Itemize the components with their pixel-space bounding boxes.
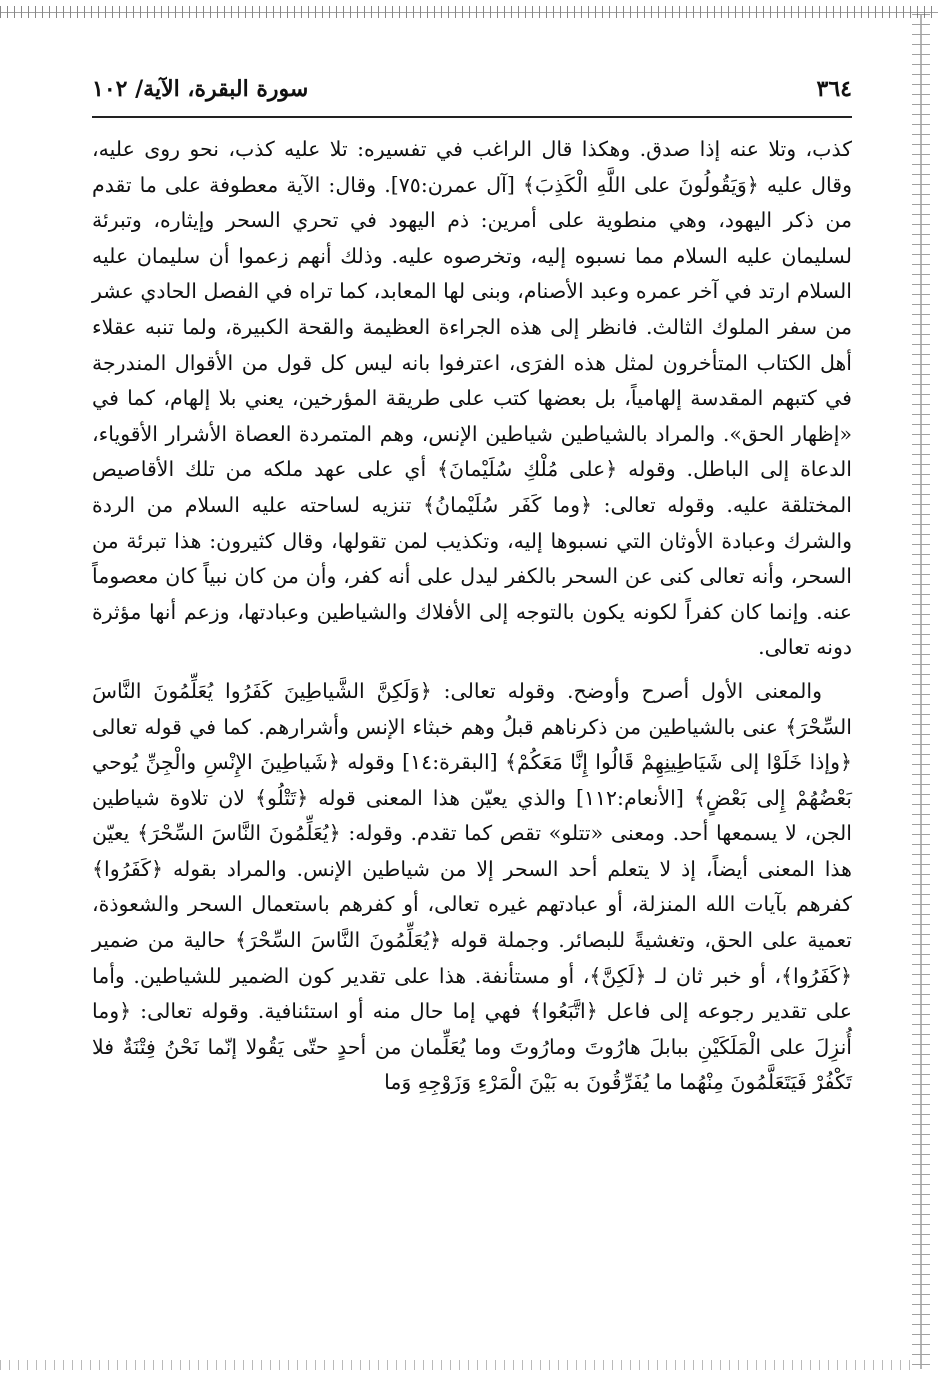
body-paragraph-2: والمعنى الأول أصرح وأوضح. وقوله تعالى: ﴿وَلَكِنَّ الشَّياطِينَ كَفَرُوا يُعَلِّمُونَ النَّاسَ السِّحْرَ﴾ عنى بالشياطين من ذكرناهم قبلُ وهم خبثاء الإنس وأشرارهم. كما في قوله تعالى ﴿وإذا خَلَوْا إلى شَيَاطِينِهِمْ قَالُوا إِنَّا مَعَكُمْ﴾ [البقرة:١٤] وقوله ﴿شَياطِينَ الإِنْسِ والْجِنِّ يُوحي بَعْضُهُمْ إِلى بَعْضٍ﴾ [الأنعام:١١٢] والذي يعيّن هذا المعنى قوله ﴿تَتْلُو﴾ لان تلاوة شياطين الجن، لا يسمعها أحد. ومعنى «تتلو» تقص كما تقدم. وقوله: ﴿يُعَلِّمُونَ النَّاسَ السِّحْرَ﴾ يعيّن هذا المعنى أيضاً، إذ لا يتعلم أحد السحر إلا من شياطين الإنس. والمراد بقوله ﴿كَفَرُوا﴾ كفرهم بآيات الله المنزلة، أو عبادتهم غيره تعالى، أو كفرهم باستعمال السحر والشعوذة، تعمية على الحق، وتغشيةً للبصائر. وجملة قوله ﴿يُعَلِّمُونَ النَّاسَ السِّحْرَ﴾ حالية من ضمير ﴿كَفَرُوا﴾، أو خبر ثان لـ ﴿لَكِنَّ﴾، أو مستأنفة. هذا على تقدير كون الضمير للشياطين. وأما على تقدير رجوعه إلى فاعل ﴿اتَّبَعُوا﴾ فهي إما حال منه أو استئنافية. وقوله تعالى: ﴿وما أُنزِلَ على الْمَلَكَيْنِ ببابلَ هارُوتَ ومارُوتَ وما يُعَلِّمان من أحدٍ حتّى يَقُولا إنّما نَحْنُ فِتْنَةٌ فلا تَكْفُرْ فَيَتَعَلَّمُونَ مِنْهُما ما يُفَرِّقُونَ به بَيْنَ الْمَرْءِ وَزَوْجِهِ وَما [92, 678, 853, 1095]
running-header [92, 76, 852, 118]
page-body [92, 132, 852, 1101]
decorative-border-top [0, 6, 938, 18]
decorative-border-bottom [0, 1360, 910, 1370]
section-title: سورة البقرة، الآية/ ١٠٢ [92, 76, 309, 102]
book-page [92, 76, 852, 1101]
body-paragraph-1: كذب، وتلا عنه إذا صدق. وهكذا قال الراغب في تفسيره: تلا عليه كذب، نحو روى عليه، وقال عليه ﴿وَيَقُولُونَ على اللَّهِ الْكَذِبَ﴾ [آل عمرن:٧٥]. وقال: الآية معطوفة على ما تقدم من ذكر اليهود، وهي منطوية على أمرين: ذم اليهود في تحري السحر وإيثاره، وتبرئة لسليمان عليه السلام مما نسبوه إليه، وتخرصوه عليه. وذلك أنهم زعموا أن سليمان عليه السلام ارتد في آخر عمره وعبد الأصنام، وبنى لها المعابد، كما تراه في الفصل الحادي عشر من سفر الملوك الثالث. فانظر إلى هذه الجراءة العظيمة والقحة الكبيرة، ولما تنبه عقلاء أهل الكتاب المتأخرون لمثل هذه الفرَى، اعترفوا بانه ليس كل قول من الأقوال المندرجة في كتبهم المقدسة إلهامياً، بل بعضها كتب على طريقة المؤرخين، يعني بلا إلهام، كما في «إظهار الحق». والمراد بالشياطين شياطين الإنس، وهم المتمردة العصاة الأشرار الأقوياء، الدعاة إلى الباطل. وقوله ﴿على مُلْكِ سُلَيْمانَ﴾ أي على عهد ملكه من تلك الأقاصيص المختلقة عليه. وقوله تعالى: ﴿وما كَفَر سُلَيْمانُ﴾ تنزيه لساحته عليه السلام من الردة والشرك وعبادة الأوثان التي نسبوها إليه، وتكذيب لمن تقولها، وقال كثيرون: هذا تبرئة من السحر، وأنه تعالى كنى عن السحر بالكفر ليدل على أنه كفر، وأن من كان نبياً كان معصوماً عنه. وإنما كان كفراً لكونه يكون بالتوجه إلى الأفلاك والشياطين وعبادتها، وزعم أنها مؤثرة دونه تعالى. [92, 137, 852, 660]
page-number: ٣٦٤ [816, 76, 852, 102]
decorative-border-right [912, 14, 930, 1369]
